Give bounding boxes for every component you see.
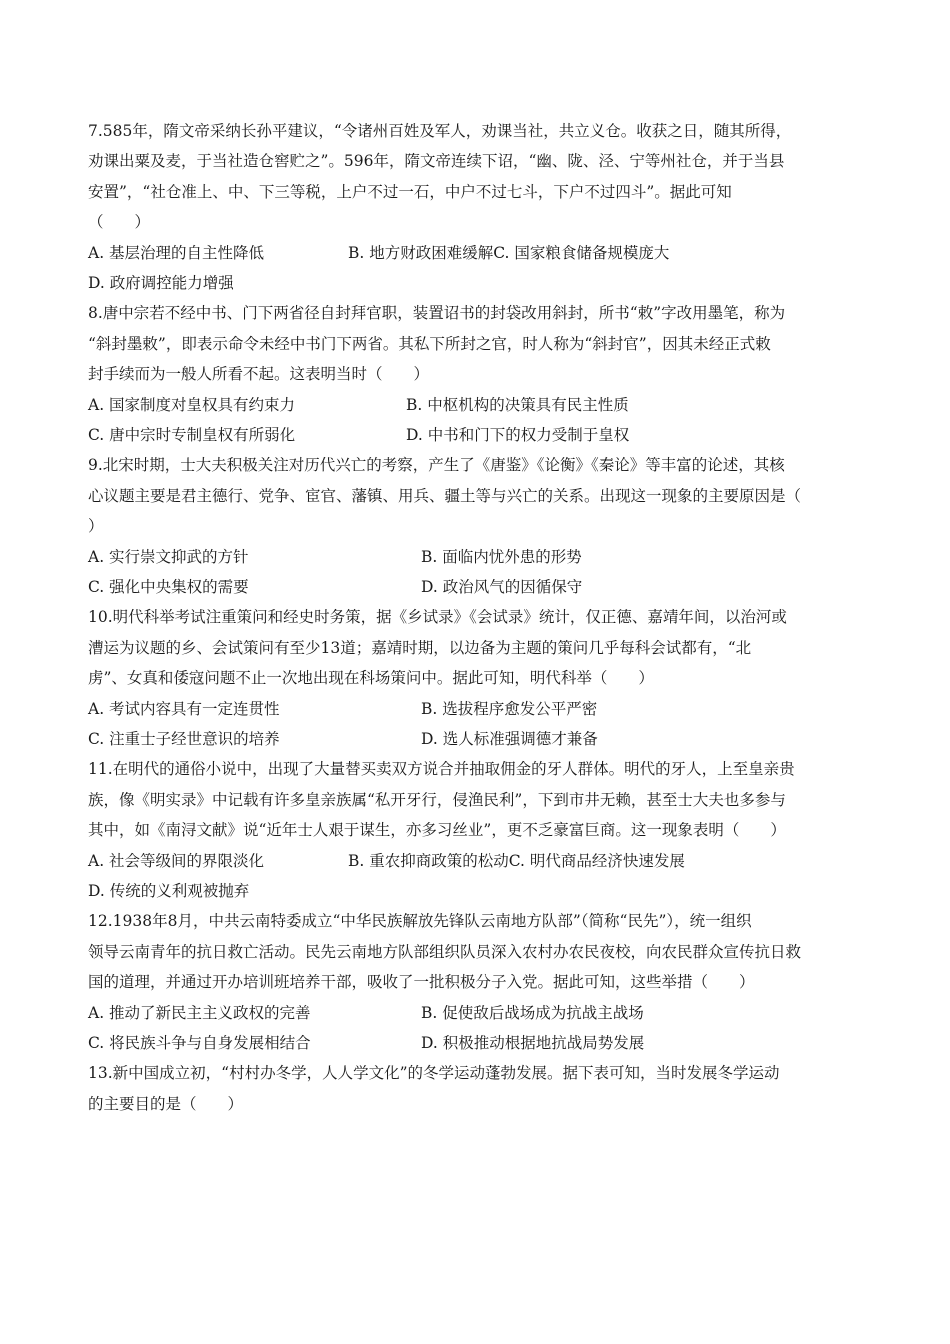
option-a[interactable]: A. 基层治理的自主性降低 bbox=[88, 243, 265, 262]
option-b[interactable]: B. 选拔程序愈发公平严密 bbox=[421, 699, 598, 718]
options bbox=[88, 694, 868, 755]
option-a[interactable]: A. 推动了新民主主义政权的完善 bbox=[88, 1003, 311, 1022]
option-b[interactable]: B. 中枢机构的决策具有民主性质 bbox=[406, 395, 629, 414]
options bbox=[88, 998, 868, 1059]
question-line: 8.唐中宗若不经中书、门下两省径自封拜官职，装置诏书的封袋改用斜封，所书“敕”字改用墨笔，称为 bbox=[88, 304, 786, 323]
question-line: 安置”，“社仓准上、中、下三等税，上户不过一石，中户不过七斗，下户不过四斗”。据此可知 bbox=[88, 182, 732, 201]
question-line: “斜封墨敕”，即表示命令未经中书门下两省。其私下所封之官，时人称为“斜封官”，因其未经正式敕 bbox=[88, 334, 771, 353]
question-line: 11.在明代的通俗小说中，出现了大量替买卖双方说合并抽取佣金的牙人群体。明代的牙人，上至皇亲贵 bbox=[88, 760, 795, 779]
option-d[interactable]: D. 政府调控能力增强 bbox=[88, 274, 234, 293]
question-13 bbox=[88, 1058, 868, 1119]
option-a[interactable]: A. 国家制度对皇权具有约束力 bbox=[88, 395, 296, 414]
question-9 bbox=[88, 450, 868, 602]
question-line: 的主要目的是（ ） bbox=[88, 1094, 244, 1113]
option-c[interactable]: C. 国家粮食储备规模庞大 bbox=[493, 243, 670, 262]
option-b[interactable]: B. 促使敌后战场成为抗战主战场 bbox=[421, 1003, 644, 1022]
option-a[interactable]: A. 考试内容具有一定连贯性 bbox=[88, 699, 280, 718]
question-10 bbox=[88, 602, 868, 754]
option-c[interactable]: C. 注重士子经世意识的培养 bbox=[88, 730, 280, 749]
option-b[interactable]: B. 地方财政困难缓解 bbox=[348, 243, 494, 262]
option-c[interactable]: C. 唐中宗时专制皇权有所弱化 bbox=[88, 426, 296, 445]
options bbox=[88, 390, 868, 451]
question-line: 虏”、女真和倭寇问题不止一次地出现在科场策问中。据此可知，明代科举（ ） bbox=[88, 669, 654, 688]
question-line: 10.明代科举考试注重策问和经史时务策，据《乡试录》《会试录》统计，仅正德、嘉靖年间，以治河或 bbox=[88, 608, 787, 627]
question-line: 领导云南青年的抗日救亡活动。民先云南地方队部组织队员深入农村办农民夜校，向农民群众宣传抗日救 bbox=[88, 942, 802, 961]
question-line: 族，像《明实录》中记载有许多皇亲族属“私开牙行，侵渔民利”，下到市井无赖，甚至士大夫也多参与 bbox=[88, 790, 786, 809]
options bbox=[88, 846, 868, 907]
question-line: 心议题主要是君主德行、党争、宦官、藩镇、用兵、疆土等与兴亡的关系。出现这一现象的主要原因是（ bbox=[88, 486, 802, 505]
option-d[interactable]: D. 中书和门下的权力受制于皇权 bbox=[406, 426, 630, 445]
question-8 bbox=[88, 298, 868, 450]
question-line: （ ） bbox=[88, 213, 151, 232]
question-7 bbox=[88, 116, 868, 298]
option-d[interactable]: D. 政治风气的因循保守 bbox=[421, 578, 583, 597]
question-line: 9.北宋时期，士大夫积极关注对历代兴亡的考察，产生了《唐鉴》《论衡》《秦论》等丰富的论述，其核 bbox=[88, 456, 785, 475]
option-d[interactable]: D. 选人标准强调德才兼备 bbox=[421, 730, 598, 749]
exam-page bbox=[88, 116, 868, 1119]
option-c[interactable]: C. 将民族斗争与自身发展相结合 bbox=[88, 1034, 311, 1053]
question-line: 封手续而为一般人所看不起。这表明当时（ ） bbox=[88, 365, 430, 384]
question-line: 13.新中国成立初，“村村办冬学，人人学文化”的冬学运动蓬勃发展。据下表可知，当时发展冬学运动 bbox=[88, 1064, 780, 1083]
question-line: 12.1938年8月，中共云南特委成立“中华民族解放先锋队云南地方队部”（简称“民先”），统一组织 bbox=[88, 912, 752, 931]
question-line: ） bbox=[88, 517, 104, 536]
question-12 bbox=[88, 906, 868, 1058]
option-a[interactable]: A. 实行崇文抑武的方针 bbox=[88, 547, 249, 566]
options bbox=[88, 542, 868, 603]
question-line: 劝课出粟及麦，于当社造仓窖贮之”。596年，隋文帝连续下诏，“幽、陇、泾、宁等州社仓，并于当县 bbox=[88, 152, 785, 171]
question-line: 其中，如《南浔文献》说“近年士人艰于谋生，亦多习丝业”，更不乏豪富巨商。这一现象表明（ ） bbox=[88, 821, 786, 840]
option-d[interactable]: D. 传统的义利观被抛弃 bbox=[88, 882, 250, 901]
question-line: 漕运为议题的乡、会试策问有至少13道；嘉靖时期，以边备为主题的策问几乎每科会试都有，“北 bbox=[88, 638, 752, 657]
option-a[interactable]: A. 社会等级间的界限淡化 bbox=[88, 851, 265, 870]
question-line: 7.585年，隋文帝采纳长孙平建议，“令诸州百姓及军人，劝课当社，共立义仓。收获之日，随其所得， bbox=[88, 122, 792, 140]
question-11 bbox=[88, 754, 868, 906]
option-c[interactable]: C. 强化中央集权的需要 bbox=[88, 578, 249, 597]
option-c[interactable]: C. 明代商品经济快速发展 bbox=[508, 851, 685, 870]
option-b[interactable]: B. 面临内忧外患的形势 bbox=[421, 547, 582, 566]
question-line: 国的道理，并通过开办培训班培养干部，吸收了一批积极分子入党。据此可知，这些举措（ ） bbox=[88, 973, 755, 992]
options bbox=[88, 238, 868, 299]
option-d[interactable]: D. 积极推动根据地抗战局势发展 bbox=[421, 1034, 645, 1053]
option-b[interactable]: B. 重农抑商政策的松动 bbox=[348, 851, 509, 870]
